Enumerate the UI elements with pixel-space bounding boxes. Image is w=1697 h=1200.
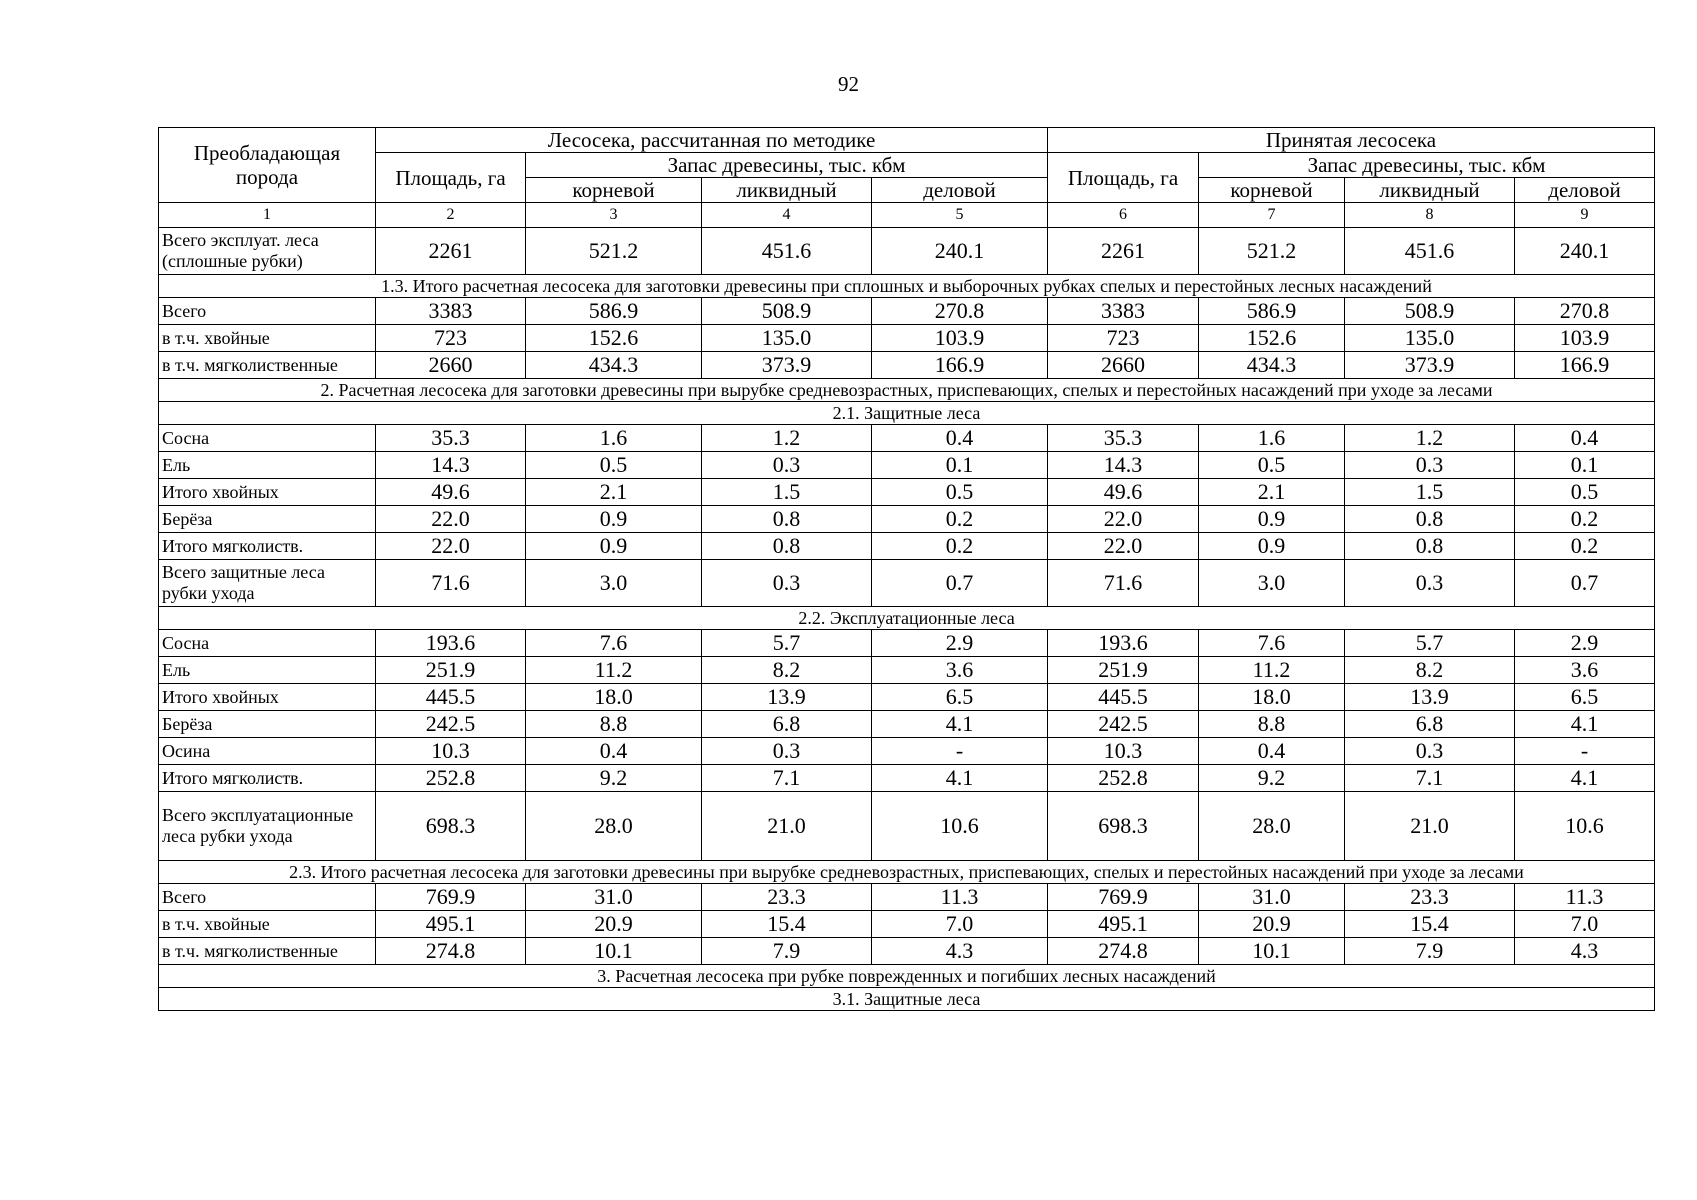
- table-cell: 3.0: [526, 560, 702, 607]
- table-cell: 0.8: [1345, 533, 1515, 560]
- table-cell: 0.3: [1345, 452, 1515, 479]
- table-cell: 7.6: [526, 630, 702, 657]
- table-cell: 445.5: [1048, 684, 1199, 711]
- table-cell: 21.0: [1345, 792, 1515, 861]
- table-cell: 434.3: [526, 352, 702, 379]
- table-cell: 10.1: [1199, 938, 1345, 965]
- header-stock-accepted: Запас древесины, тыс. кбм: [1199, 153, 1655, 178]
- table-row: [159, 911, 1655, 938]
- table-cell: 31.0: [1199, 884, 1345, 911]
- table-cell: 135.0: [1345, 325, 1515, 352]
- table-cell: 0.5: [1199, 452, 1345, 479]
- table-cell: 1.2: [702, 425, 872, 452]
- table-cell: 586.9: [1199, 298, 1345, 325]
- table-cell: 22.0: [1048, 533, 1199, 560]
- table-cell: 0.2: [872, 506, 1048, 533]
- table-cell: 769.9: [376, 884, 526, 911]
- header-business-calculated: деловой: [872, 178, 1048, 203]
- table-cell: 0.3: [702, 452, 872, 479]
- table-row: [159, 298, 1655, 325]
- table-cell: 7.0: [1515, 911, 1655, 938]
- table-cell: 7.6: [1199, 630, 1345, 657]
- table-cell: 698.3: [376, 792, 526, 861]
- table-row: [159, 479, 1655, 506]
- table-row: [159, 425, 1655, 452]
- table-cell: 11.3: [1515, 884, 1655, 911]
- table-cell: 0.8: [702, 533, 872, 560]
- table-cell: 495.1: [1048, 911, 1199, 938]
- section-row: [159, 988, 1655, 1011]
- row-label: Ель: [159, 657, 376, 684]
- row-label: Берёза: [159, 506, 376, 533]
- table-cell: 193.6: [1048, 630, 1199, 657]
- table-row: [159, 352, 1655, 379]
- column-number-row: [159, 203, 1655, 228]
- table-cell: 0.4: [872, 425, 1048, 452]
- table-cell: 1.6: [1199, 425, 1345, 452]
- table-cell: 0.4: [1515, 425, 1655, 452]
- table-cell: 193.6: [376, 630, 526, 657]
- table-cell: 0.9: [526, 533, 702, 560]
- section-row: [159, 607, 1655, 630]
- table-cell: 166.9: [1515, 352, 1655, 379]
- column-number: 4: [702, 203, 872, 228]
- column-number: 8: [1345, 203, 1515, 228]
- table-cell: 7.1: [1345, 765, 1515, 792]
- table-cell: 521.2: [1199, 228, 1345, 275]
- table-cell: 2.9: [872, 630, 1048, 657]
- table-cell: 2.1: [1199, 479, 1345, 506]
- table-cell: 1.6: [526, 425, 702, 452]
- row-label: Сосна: [159, 425, 376, 452]
- table-cell: 13.9: [702, 684, 872, 711]
- table-cell: 6.8: [702, 711, 872, 738]
- header-group-accepted: Принятая лесосека: [1048, 128, 1655, 153]
- table-cell: 10.3: [376, 738, 526, 765]
- table-cell: 166.9: [872, 352, 1048, 379]
- column-number: 5: [872, 203, 1048, 228]
- table-cell: 0.8: [1345, 506, 1515, 533]
- table-cell: 2261: [1048, 228, 1199, 275]
- header-area-calculated: Площадь, га: [376, 153, 526, 203]
- table-row: [159, 765, 1655, 792]
- table-cell: 2660: [376, 352, 526, 379]
- table-cell: 10.3: [1048, 738, 1199, 765]
- table-cell: 274.8: [1048, 938, 1199, 965]
- row-label: Осина: [159, 738, 376, 765]
- table-cell: 7.9: [702, 938, 872, 965]
- table-cell: 723: [376, 325, 526, 352]
- table-cell: -: [872, 738, 1048, 765]
- column-number: 3: [526, 203, 702, 228]
- table-cell: 23.3: [1345, 884, 1515, 911]
- table-cell: 6.8: [1345, 711, 1515, 738]
- table-cell: 521.2: [526, 228, 702, 275]
- table-row: [159, 228, 1655, 275]
- header-area-accepted: Площадь, га: [1048, 153, 1199, 203]
- table-cell: 698.3: [1048, 792, 1199, 861]
- table-cell: 0.9: [526, 506, 702, 533]
- table-cell: 252.8: [376, 765, 526, 792]
- table-cell: 22.0: [376, 533, 526, 560]
- table-row: [159, 560, 1655, 607]
- table-cell: 1.5: [702, 479, 872, 506]
- table-cell: 31.0: [526, 884, 702, 911]
- table-cell: 8.2: [702, 657, 872, 684]
- section-row: [159, 402, 1655, 425]
- table-row: [159, 506, 1655, 533]
- table-cell: 7.9: [1345, 938, 1515, 965]
- table-cell: 769.9: [1048, 884, 1199, 911]
- header-group-calculated: Лесосека, рассчитанная по методике: [376, 128, 1048, 153]
- table-cell: 11.3: [872, 884, 1048, 911]
- table-cell: 0.5: [1515, 479, 1655, 506]
- table-cell: 270.8: [872, 298, 1048, 325]
- table-cell: 71.6: [376, 560, 526, 607]
- table-cell: 3383: [1048, 298, 1199, 325]
- row-label: Берёза: [159, 711, 376, 738]
- table-cell: 0.3: [1345, 738, 1515, 765]
- section-row: [159, 965, 1655, 988]
- table-cell: 6.5: [1515, 684, 1655, 711]
- table-cell: 373.9: [1345, 352, 1515, 379]
- table-cell: 2.1: [526, 479, 702, 506]
- table-cell: -: [1515, 738, 1655, 765]
- row-label: Ель: [159, 452, 376, 479]
- table-cell: 11.2: [526, 657, 702, 684]
- table-cell: 10.6: [1515, 792, 1655, 861]
- table-cell: 252.8: [1048, 765, 1199, 792]
- table-row: [159, 325, 1655, 352]
- table-cell: 71.6: [1048, 560, 1199, 607]
- column-number: 6: [1048, 203, 1199, 228]
- header-root-calculated: корневой: [526, 178, 702, 203]
- table-cell: 242.5: [376, 711, 526, 738]
- table-cell: 2261: [376, 228, 526, 275]
- row-label: Сосна: [159, 630, 376, 657]
- table-cell: 0.5: [872, 479, 1048, 506]
- table-cell: 6.5: [872, 684, 1048, 711]
- row-label: Итого хвойных: [159, 684, 376, 711]
- row-label: Всего защитные леса рубки ухода: [159, 560, 376, 607]
- table-cell: 0.2: [872, 533, 1048, 560]
- table-body: [159, 228, 1655, 1011]
- table-row: [159, 630, 1655, 657]
- table-cell: 8.8: [1199, 711, 1345, 738]
- table-cell: 0.3: [702, 560, 872, 607]
- table-cell: 103.9: [872, 325, 1048, 352]
- row-label: Всего: [159, 298, 376, 325]
- table-cell: 0.9: [1199, 533, 1345, 560]
- table-cell: 586.9: [526, 298, 702, 325]
- table-cell: 28.0: [1199, 792, 1345, 861]
- table-cell: 7.1: [702, 765, 872, 792]
- table-cell: 20.9: [1199, 911, 1345, 938]
- row-label: Итого мягколиств.: [159, 765, 376, 792]
- table-cell: 0.2: [1515, 506, 1655, 533]
- table-row: [159, 738, 1655, 765]
- table-cell: 3.6: [1515, 657, 1655, 684]
- table-cell: 0.8: [702, 506, 872, 533]
- section-row: [159, 275, 1655, 298]
- table-cell: 8.8: [526, 711, 702, 738]
- table-cell: 0.5: [526, 452, 702, 479]
- table-cell: 35.3: [1048, 425, 1199, 452]
- table-cell: 0.1: [1515, 452, 1655, 479]
- table-cell: 22.0: [1048, 506, 1199, 533]
- table-cell: 0.2: [1515, 533, 1655, 560]
- table-row: [159, 792, 1655, 861]
- table-cell: 451.6: [702, 228, 872, 275]
- table-row: [159, 657, 1655, 684]
- table-cell: 8.2: [1345, 657, 1515, 684]
- row-label: в т.ч. хвойные: [159, 911, 376, 938]
- table-cell: 4.1: [1515, 711, 1655, 738]
- table-cell: 10.6: [872, 792, 1048, 861]
- table-cell: 2660: [1048, 352, 1199, 379]
- section-row: [159, 379, 1655, 402]
- table-cell: 9.2: [526, 765, 702, 792]
- table-cell: 373.9: [702, 352, 872, 379]
- table-row: [159, 452, 1655, 479]
- column-number: 9: [1515, 203, 1655, 228]
- table-cell: 152.6: [1199, 325, 1345, 352]
- table-cell: 0.4: [1199, 738, 1345, 765]
- section-title: 1.3. Итого расчетная лесосека для заготовки древесины при сплошных и выборочных рубках спелых и перестойных лесных насаждений: [159, 275, 1655, 298]
- table-cell: 251.9: [376, 657, 526, 684]
- table-cell: 0.3: [702, 738, 872, 765]
- table-cell: 495.1: [376, 911, 526, 938]
- page-number: 92: [838, 72, 859, 96]
- section-title: 3.1. Защитные леса: [159, 988, 1655, 1011]
- table-cell: 4.1: [1515, 765, 1655, 792]
- header-liquid-accepted: ликвидный: [1345, 178, 1515, 203]
- row-label: Итого мягколиств.: [159, 533, 376, 560]
- table-cell: 0.7: [1515, 560, 1655, 607]
- table-cell: 21.0: [702, 792, 872, 861]
- table-row: [159, 684, 1655, 711]
- table-cell: 28.0: [526, 792, 702, 861]
- table-cell: 0.1: [872, 452, 1048, 479]
- table-cell: 251.9: [1048, 657, 1199, 684]
- allowable-cut-table: [158, 127, 1655, 1011]
- table-cell: 4.3: [1515, 938, 1655, 965]
- table-cell: 1.2: [1345, 425, 1515, 452]
- header-root-accepted: корневой: [1199, 178, 1345, 203]
- table-cell: 4.1: [872, 765, 1048, 792]
- table-cell: 4.3: [872, 938, 1048, 965]
- table-cell: 723: [1048, 325, 1199, 352]
- table-cell: 3383: [376, 298, 526, 325]
- table-row: [159, 533, 1655, 560]
- table-row: [159, 884, 1655, 911]
- table-row: [159, 711, 1655, 738]
- table-cell: 5.7: [1345, 630, 1515, 657]
- table-cell: 14.3: [1048, 452, 1199, 479]
- section-title: 2.2. Эксплуатационные леса: [159, 607, 1655, 630]
- table-cell: 240.1: [872, 228, 1048, 275]
- table-cell: 49.6: [376, 479, 526, 506]
- table-cell: 508.9: [702, 298, 872, 325]
- table-cell: 5.7: [702, 630, 872, 657]
- table-cell: 270.8: [1515, 298, 1655, 325]
- table-cell: 14.3: [376, 452, 526, 479]
- table-cell: 135.0: [702, 325, 872, 352]
- table-cell: 11.2: [1199, 657, 1345, 684]
- row-label: в т.ч. мягколиственные: [159, 352, 376, 379]
- section-title: 2.3. Итого расчетная лесосека для заготовки древесины при вырубке средневозрастных, приспевающих, спелых и перестойных насаждений при уходе за лесами: [159, 861, 1655, 884]
- table-cell: 445.5: [376, 684, 526, 711]
- table-cell: 0.3: [1345, 560, 1515, 607]
- table-cell: 18.0: [1199, 684, 1345, 711]
- table-cell: 0.7: [872, 560, 1048, 607]
- row-label: Итого хвойных: [159, 479, 376, 506]
- table-cell: 15.4: [702, 911, 872, 938]
- column-number: 1: [159, 203, 376, 228]
- table-cell: 1.5: [1345, 479, 1515, 506]
- header-liquid-calculated: ликвидный: [702, 178, 872, 203]
- table-cell: 7.0: [872, 911, 1048, 938]
- row-label: Всего эксплуат. леса (сплошные рубки): [159, 228, 376, 275]
- table-cell: 20.9: [526, 911, 702, 938]
- table-cell: 152.6: [526, 325, 702, 352]
- table-cell: 0.9: [1199, 506, 1345, 533]
- table-cell: 9.2: [1199, 765, 1345, 792]
- section-title: 3. Расчетная лесосека при рубке поврежденных и погибших лесных насаждений: [159, 965, 1655, 988]
- section-title: 2. Расчетная лесосека для заготовки древесины при вырубке средневозрастных, приспевающих, спелых и перестойных насаждений при уходе за лесами: [159, 379, 1655, 402]
- table-cell: 242.5: [1048, 711, 1199, 738]
- header-species: Преобладающая порода: [159, 128, 376, 203]
- table-cell: 240.1: [1515, 228, 1655, 275]
- table-cell: 10.1: [526, 938, 702, 965]
- column-number: 2: [376, 203, 526, 228]
- row-label: Всего эксплуатационные леса рубки ухода: [159, 792, 376, 861]
- table-cell: 35.3: [376, 425, 526, 452]
- table-cell: 3.6: [872, 657, 1048, 684]
- row-label: в т.ч. хвойные: [159, 325, 376, 352]
- table-cell: 18.0: [526, 684, 702, 711]
- table-cell: 4.1: [872, 711, 1048, 738]
- header-business-accepted: деловой: [1515, 178, 1655, 203]
- section-row: [159, 861, 1655, 884]
- table-row: [159, 938, 1655, 965]
- table-cell: 451.6: [1345, 228, 1515, 275]
- table-cell: 0.4: [526, 738, 702, 765]
- row-label: Всего: [159, 884, 376, 911]
- section-title: 2.1. Защитные леса: [159, 402, 1655, 425]
- table-cell: 103.9: [1515, 325, 1655, 352]
- row-label: в т.ч. мягколиственные: [159, 938, 376, 965]
- table-cell: 23.3: [702, 884, 872, 911]
- table-cell: 13.9: [1345, 684, 1515, 711]
- table-cell: 15.4: [1345, 911, 1515, 938]
- table-cell: 434.3: [1199, 352, 1345, 379]
- table-cell: 508.9: [1345, 298, 1515, 325]
- table-cell: 3.0: [1199, 560, 1345, 607]
- header-stock-calculated: Запас древесины, тыс. кбм: [526, 153, 1048, 178]
- column-number: 7: [1199, 203, 1345, 228]
- table-cell: 22.0: [376, 506, 526, 533]
- table-cell: 274.8: [376, 938, 526, 965]
- table-cell: 2.9: [1515, 630, 1655, 657]
- table-cell: 49.6: [1048, 479, 1199, 506]
